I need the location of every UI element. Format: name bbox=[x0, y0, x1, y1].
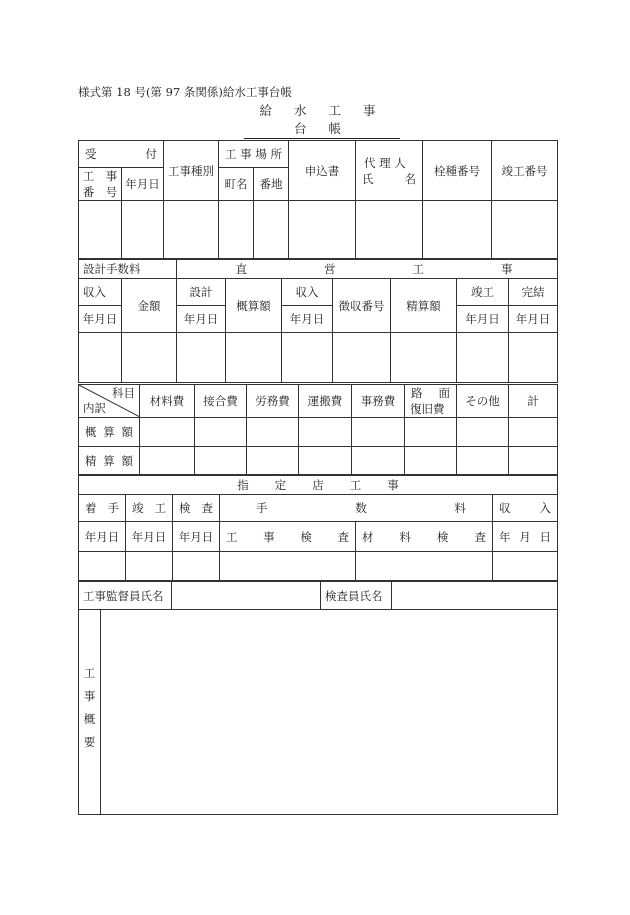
nengappi-header: 年月日 bbox=[173, 522, 220, 552]
cell bbox=[299, 447, 352, 476]
unpanhi-header: 運搬費 bbox=[299, 385, 352, 418]
koji-bangou-header: 工 事 番 号 bbox=[79, 168, 122, 201]
romen-fukkyuhi-header: 路 面 復旧費 bbox=[405, 385, 457, 418]
cell bbox=[493, 552, 558, 581]
choumei-header: 町名 bbox=[219, 168, 254, 201]
cell bbox=[122, 333, 177, 383]
gaisangaku-header: 概算額 bbox=[226, 279, 282, 333]
cell bbox=[140, 447, 195, 476]
shunyu-header: 収入 bbox=[79, 279, 122, 306]
cell bbox=[299, 418, 352, 447]
cell bbox=[247, 447, 299, 476]
designated-contractor-section bbox=[78, 474, 558, 581]
cell bbox=[226, 333, 282, 383]
shunyu-header: 収 入 bbox=[493, 495, 558, 522]
cell bbox=[423, 201, 492, 260]
zairyo-kensa-header: 材 料 検 査 bbox=[356, 522, 493, 552]
cell bbox=[356, 201, 423, 260]
cell bbox=[391, 333, 457, 383]
nengappi-header: 年月日 bbox=[177, 306, 226, 333]
sekkei-header: 設計 bbox=[177, 279, 226, 306]
chokuei-koji-header: 直 営 工 事 bbox=[177, 259, 558, 279]
supervisor-section bbox=[78, 581, 558, 815]
cell bbox=[509, 447, 558, 476]
gaisangaku-label: 概 算 額 bbox=[79, 418, 140, 447]
kantokuin-label: 工事監督員氏名 bbox=[79, 582, 172, 610]
cell bbox=[405, 447, 457, 476]
nengappi-header: 年月日 bbox=[509, 306, 558, 333]
shunko-header: 竣工 bbox=[457, 279, 509, 306]
design-fee-entry-row bbox=[79, 333, 558, 383]
zairyohi-header: 材料費 bbox=[140, 385, 195, 418]
koji-kensa-header: 工 事 検 査 bbox=[220, 522, 356, 552]
cell bbox=[140, 418, 195, 447]
cell bbox=[173, 552, 220, 581]
cell bbox=[457, 333, 509, 383]
kanketsu-header: 完結 bbox=[509, 279, 558, 306]
cell bbox=[195, 418, 247, 447]
tesuryo-header: 手 数 料 bbox=[220, 495, 493, 522]
cell bbox=[220, 552, 356, 581]
cell bbox=[122, 201, 164, 260]
kantokuin-value bbox=[172, 582, 321, 610]
cell bbox=[509, 418, 558, 447]
nengappi-header: 年月日 bbox=[79, 522, 126, 552]
cell bbox=[164, 201, 219, 260]
seisangaku-row bbox=[79, 447, 558, 476]
shitei-koji-header: 指 定 店 工 事 bbox=[79, 475, 558, 495]
sekkei-tesuryo-label: 設計手数料 bbox=[79, 259, 177, 279]
reception-section bbox=[78, 140, 558, 260]
moushikomisho-header: 申込書 bbox=[289, 141, 356, 201]
nengappi-header: 年月日 bbox=[79, 306, 122, 333]
nen-tsuki-hi-header: 年 月 日 bbox=[493, 522, 558, 552]
cell bbox=[352, 418, 405, 447]
koji-gaiyo-label: 工 事 概 要 bbox=[79, 610, 101, 815]
cell bbox=[219, 201, 254, 260]
cell bbox=[282, 333, 333, 383]
nengappi-header: 年月日 bbox=[282, 306, 333, 333]
koji-gaiyo-body bbox=[101, 610, 558, 815]
cell bbox=[457, 418, 509, 447]
form-label: 様式第 18 号(第 97 条関係)給水工事台帳 bbox=[78, 85, 292, 99]
cell bbox=[254, 201, 289, 260]
kei-header: 計 bbox=[509, 385, 558, 418]
cell bbox=[177, 333, 226, 383]
cell bbox=[405, 418, 457, 447]
nengappi-header: 年月日 bbox=[457, 306, 509, 333]
cell bbox=[126, 552, 173, 581]
nengappi-header: 年月日 bbox=[126, 522, 173, 552]
design-fee-section bbox=[78, 258, 558, 383]
kingaku-header: 金額 bbox=[122, 279, 177, 333]
nengappi-header: 年月日 bbox=[122, 168, 164, 201]
document-title: 給 水 工 事 台 帳 bbox=[244, 101, 400, 139]
cell bbox=[352, 447, 405, 476]
uketsuke-header: 受 付 bbox=[79, 141, 164, 168]
cell bbox=[333, 333, 391, 383]
koji-basho-header: 工 事 場 所 bbox=[219, 141, 289, 168]
cell bbox=[79, 552, 126, 581]
romuhi-header: 労務費 bbox=[247, 385, 299, 418]
sen-shubangou-header: 栓種番号 bbox=[423, 141, 492, 201]
gaisangaku-row bbox=[79, 418, 558, 447]
cost-breakdown-section bbox=[78, 384, 558, 476]
seisangaku-header: 精算額 bbox=[391, 279, 457, 333]
shunyu-header-2: 収入 bbox=[282, 279, 333, 306]
shunko-bangou-header: 竣工番号 bbox=[492, 141, 558, 201]
kensain-label: 検査員氏名 bbox=[321, 582, 392, 610]
reception-entry-row bbox=[79, 201, 558, 260]
cell bbox=[79, 333, 122, 383]
kamoku-uchiwake-header bbox=[79, 385, 140, 418]
kensain-value bbox=[392, 582, 558, 610]
shunko-header: 竣 工 bbox=[126, 495, 173, 522]
kamoku-label: 科目 bbox=[112, 386, 135, 400]
choshu-bangou-header: 徴収番号 bbox=[333, 279, 391, 333]
kensa-header: 検 査 bbox=[173, 495, 220, 522]
cell bbox=[247, 418, 299, 447]
cell bbox=[356, 552, 493, 581]
jimuhi-header: 事務費 bbox=[352, 385, 405, 418]
cell bbox=[195, 447, 247, 476]
cell bbox=[289, 201, 356, 260]
koji-shubetsu-header: 工事種別 bbox=[164, 141, 219, 201]
sonota-header: その他 bbox=[457, 385, 509, 418]
uchiwake-label: 内訳 bbox=[83, 401, 106, 415]
cell bbox=[509, 333, 558, 383]
contractor-entry-row bbox=[79, 552, 558, 581]
setsugohi-header: 接合費 bbox=[195, 385, 247, 418]
cell bbox=[492, 201, 558, 260]
cell bbox=[79, 201, 122, 260]
cell bbox=[457, 447, 509, 476]
banchi-header: 番地 bbox=[254, 168, 289, 201]
chakushu-header: 着 手 bbox=[79, 495, 126, 522]
dairinin-header: 代 理 人 氏 名 bbox=[356, 141, 423, 201]
seisangaku-label: 精 算 額 bbox=[79, 447, 140, 476]
